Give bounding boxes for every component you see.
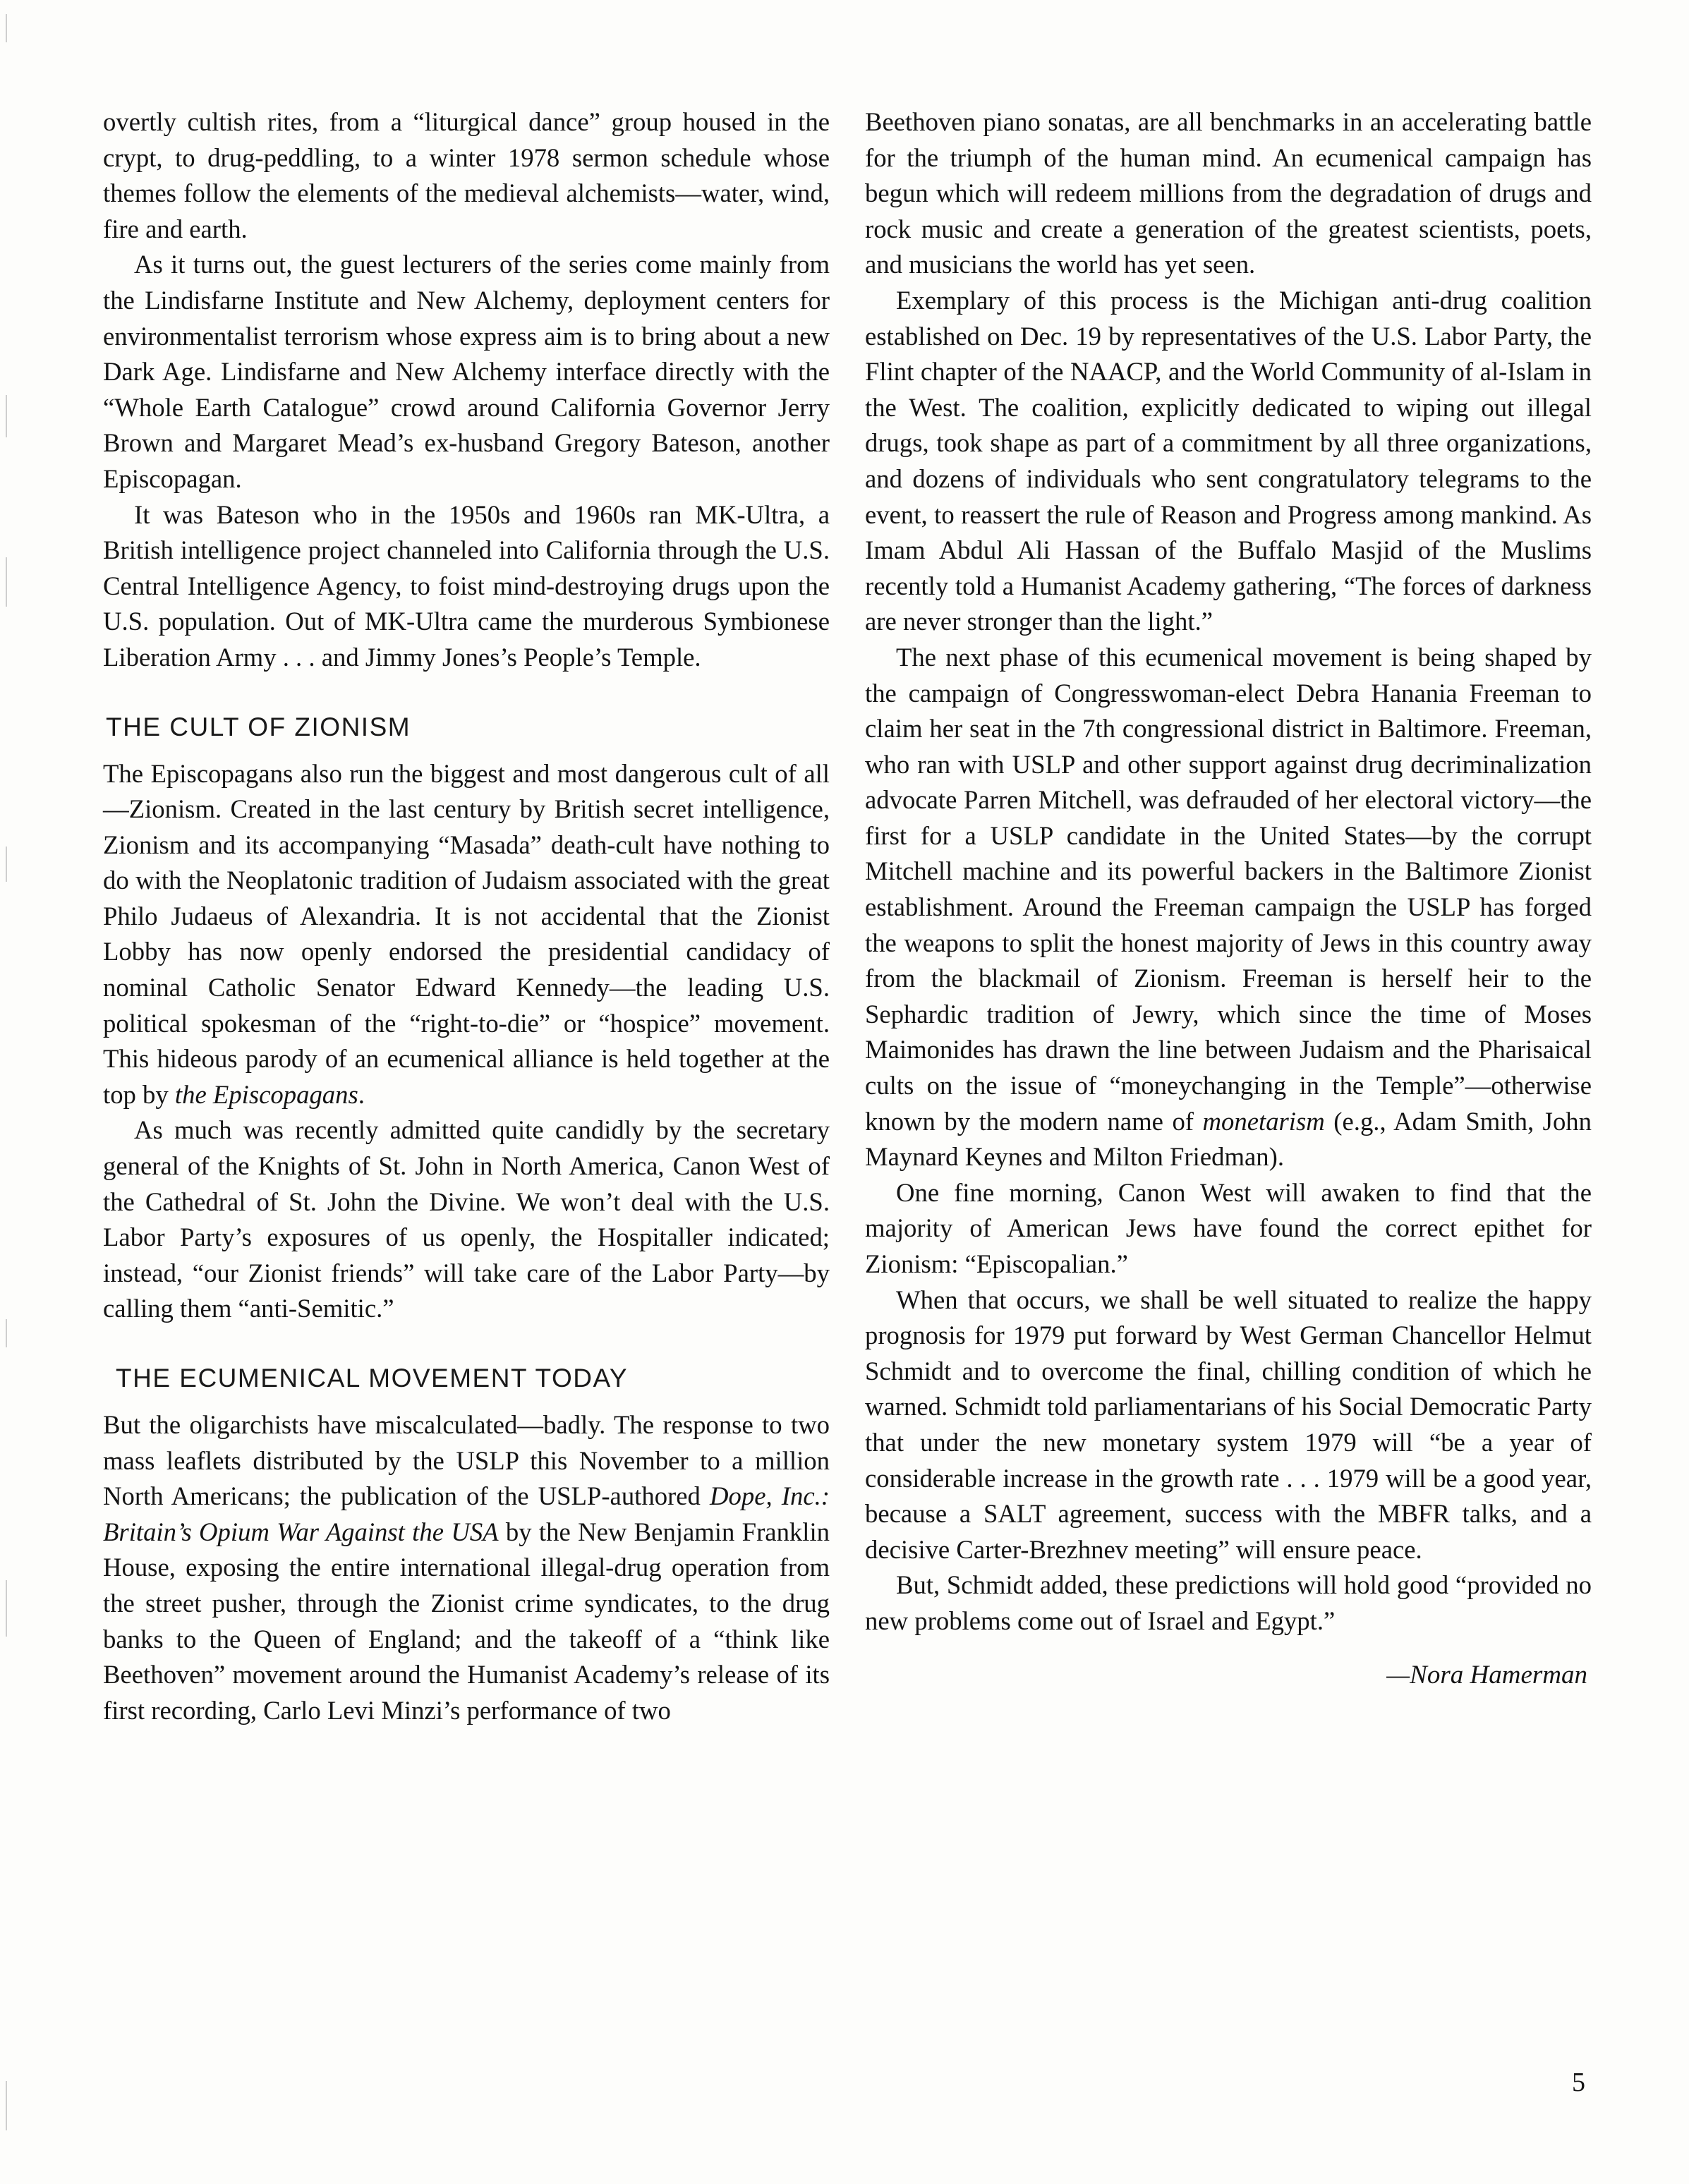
paragraph: It was Bateson who in the 1950s and 1960s ran MK-Ultra, a British intelligence project channeled into California through the U.S. Central Intelligence Agency, to foist mind-destroying drugs upon the U.S. population. Out of MK-Ultra came the murderous Symbionese Liberation Army . . . and Jimmy Jones’s People’s Temple. [103,499,830,672]
paragraph [865,640,1592,1175]
paragraph: But, Schmidt added, these predictions will hold good “provided no new problems come out of Israel and Egypt.” [865,1570,1592,1635]
paragraph: Exemplary of this process is the Michigan anti-drug coalition established on Dec. 19 by representatives of the U.S. Labor Party, the Flint chapter of the NAACP, and the World Community of al-Islam in the West. The coalition, explicitly dedicated to wiping out illegal drugs, took shape as part of a commitment by all three organizations, and dozens of individuals who sent congratulatory telegrams to the event, to reassert the rule of Reason and Progress among mankind. As Imam Abdul Ali Hassan of the Buffalo Masjid of the Muslims recently told a Humanist Academy gathering, “The forces of darkness are never stronger than the light.” [865,285,1592,636]
section-heading-zionism: THE CULT OF ZIONISM [106,712,411,741]
paragraph: overtly cultish rites, from a “liturgical dance” group housed in the crypt, to drug-peddling, to a winter 1978 sermon schedule whose themes follow the elements of the medieval alchemists—water, wind, fire and earth. [103,107,830,243]
paragraph: As much was recently admitted quite candidly by the secretary general of the Knights of St. John in North America, Canon West of the Cathedral of St. John the Divine. We won’t deal with the U.S. Labor Party’s exposures of us openly, the Hospitaller indicated; instead, “our Zionist friends” will take care of the Labor Party—by calling them “anti-Semitic.” [103,1115,830,1323]
paragraph-text: . [358,1079,365,1109]
paragraph: As it turns out, the guest lecturers of the series come mainly from the Lindisfarne Institute and New Alchemy, deployment centers for environmentalist terrorism whose express aim is to bring about a new Dark Age. Lindisfarne and New Alchemy interface directly with the “Whole Earth Catalogue” crowd around California Governor Jerry Brown and Margaret Mead’s ex-husband Gregory Bateson, another Episcopagan. [103,250,830,493]
right-column [865,104,1592,1693]
paragraph-text: (e.g., Adam Smith, John Maynard Keynes and Milton Friedman). [865,1106,1592,1172]
page-number: 5 [1572,2068,1585,2097]
paragraph-text: But the oligarchists have miscalculated—badly. The response to two mass leaflets distributed by the USLP this November to a million North Americans; the publication of the USLP-authored [103,1410,830,1511]
author-signature: —Nora Hamerman [1386,1660,1587,1689]
paragraph [103,756,830,1113]
paragraph-text: The next phase of this ecumenical movement is being shaped by the campaign of Congresswoman-elect Debra Hanania Freeman to claim her seat in the 7th congressional district in Baltimore. Freeman, who ran with USLP and other support against drug decriminalization advocate Parren Mitchell, was defrauded of her electoral victory—the first for a USLP candidate in the United States—by the corrupt Mitchell machine and its powerful backers in the Baltimore Zionist establishment. Around the Freeman campaign the USLP has forged the weapons to split the honest majority of Jews in this country away from the blackmail of Zionism. Freeman is herself heir to the Sephardic tradition of Jewry, which since the time of Moses Maimonides has drawn the line between Judaism and the Pharisaical cults on the issue of “moneychanging in the Temple”—otherwise known by the modern name of [865,642,1592,1136]
book-title: Dope, Inc.: Britain’s Opium War Against the USA [103,1481,830,1546]
paragraph: One fine morning, Canon West will awaken to find that the majority of American Jews have found the correct epithet for Zionism: “Episcopalian.” [865,1177,1592,1278]
paragraph: Beethoven piano sonatas, are all benchmarks in an accelerating battle for the triumph of the human mind. An ecumenical campaign has begun which will redeem millions from the degradation of drugs and rock music and create a generation of the greatest scientists, poets, and musicians the world has yet seen. [865,107,1592,279]
paragraph-text: by the New Benjamin Franklin House, exposing the entire international illegal-drug operation from the street pusher, through the Zionist crime syndicates, to the drug banks to the Queen of England; and the takeoff of a “think like Beethoven” movement around the Humanist Academy’s release of its first recording, Carlo Levi Minzi’s performance of two [103,1517,830,1725]
paragraph [103,1407,830,1728]
left-column [103,104,830,1728]
emphasis-text: monetarism [1202,1106,1325,1136]
paragraph: When that occurs, we shall be well situated to realize the happy prognosis for 1979 put forward by West German Chancellor Helmut Schmidt and to overcome the final, chilling condition of which he warned. Schmidt told parliamentarians of his Social Democratic Party that under the new monetary system 1979 will “be a year of considerable increase in the growth rate . . . 1979 will be a good year, because a SALT agreement, success with the MBFR talks, and a decisive Carter-Brezhnev meeting” will ensure peace. [865,1285,1592,1564]
page-edge-marks [0,0,7,2184]
paragraph-text: The Episcopagans also run the biggest and most dangerous cult of all—Zionism. Created in the last century by British secret intelligence, Zionism and its accompanying “Masada” death-cult have nothing to do with the Neoplatonic tradition of Judaism associated with the great Philo Judaeus of Alexandria. It is not accidental that the Zionist Lobby has now openly endorsed the presidential candidacy of nominal Catholic Senator Edward Kennedy—the leading U.S. political spokesman of the “right-to-die” or “hospice” movement. This hideous parody of an ecumenical alliance is held together at the top by [103,758,830,1109]
section-heading-ecumenical: THE ECUMENICAL MOVEMENT TODAY [116,1364,629,1393]
emphasis-text: the Episcopagans [174,1079,358,1109]
